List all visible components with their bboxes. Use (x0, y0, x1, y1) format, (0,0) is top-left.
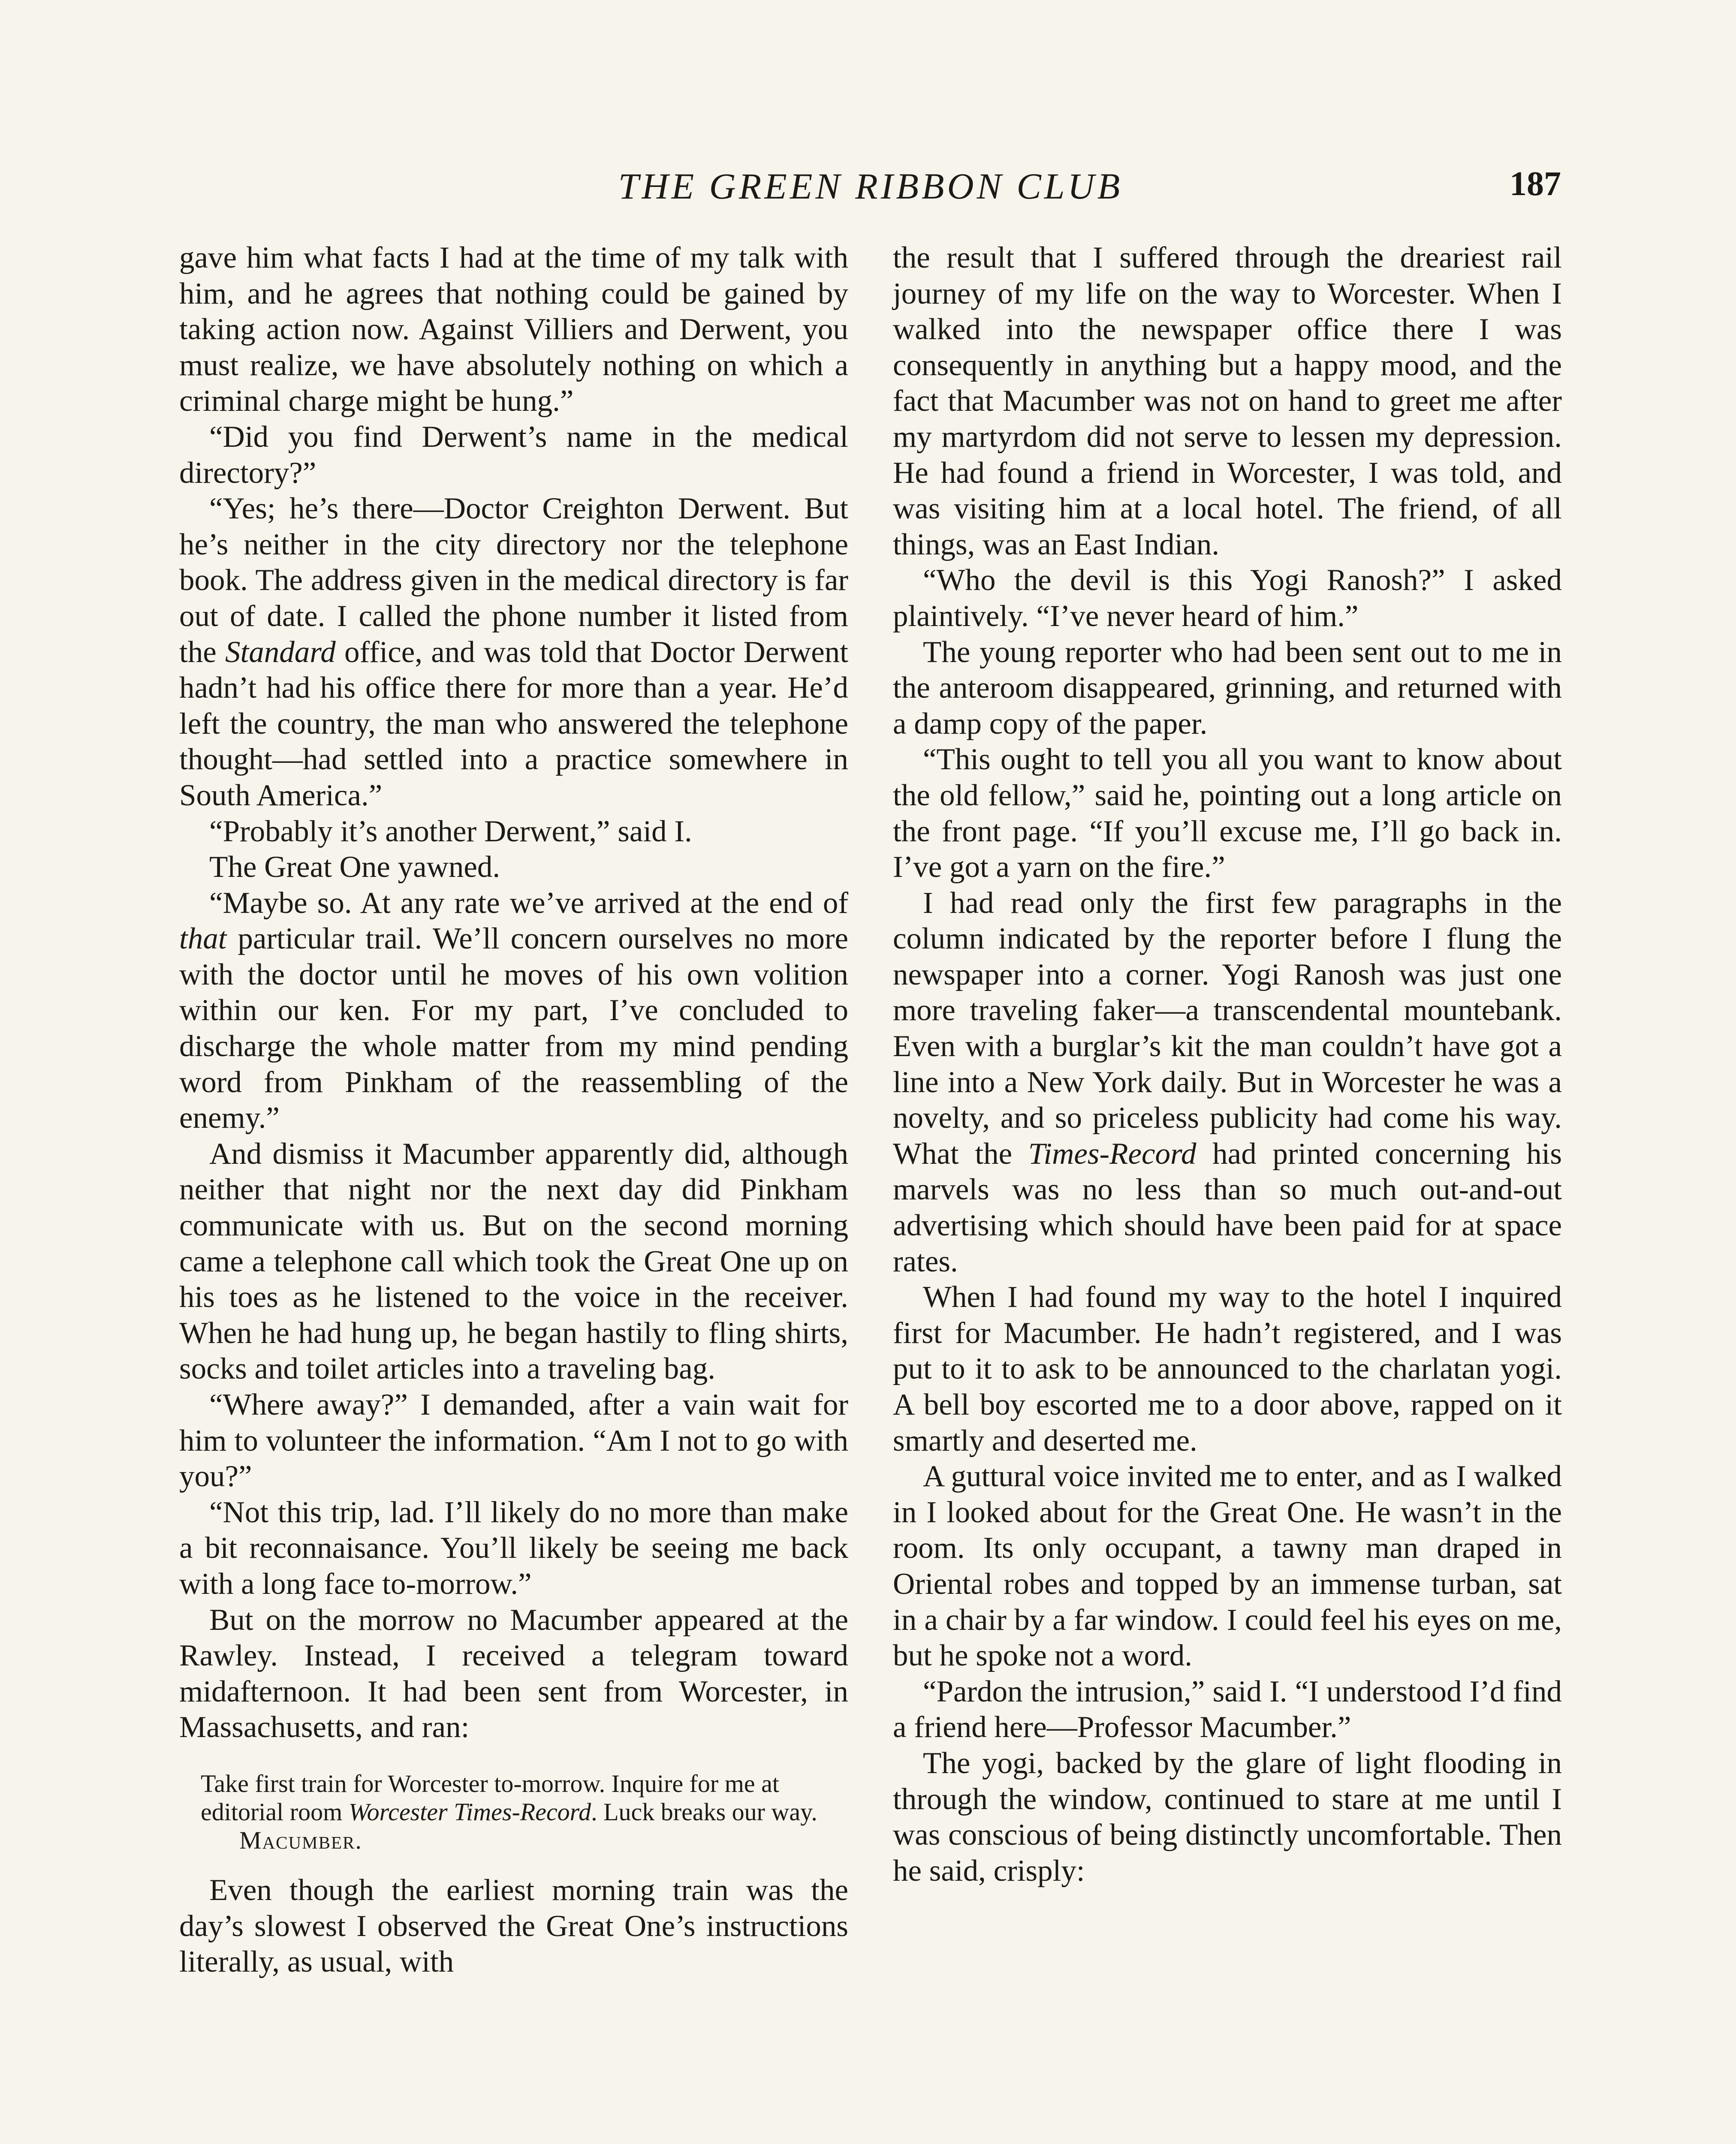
text-run: Take first train for Worcester to-morrow. Inquire for me at editorial room (201, 1769, 779, 1826)
paragraph: “Did you find Derwent’s name in the medical directory?” (179, 420, 848, 490)
paragraph: The young reporter who had been sent out to me in the anteroom disappeared, grinning, and returned with a damp copy of the paper. (893, 635, 1562, 741)
paragraph: “Where away?” I demanded, after a vain wait for him to volunteer the information. “Am I not to go with you?” (179, 1388, 848, 1494)
italic-text: Worcester Times-Record (348, 1798, 591, 1826)
running-title: THE GREEN RIBBON CLUB (618, 166, 1123, 207)
paragraph: When I had found my way to the hotel I inquired first for Macumber. He hadn’t registered, and I was put to it to ask to be announced to the charlatan yogi. A bell boy escorted me to a door above, rapped on it smartly and deserted me. (893, 1280, 1562, 1457)
paragraph: A guttural voice invited me to enter, and as I walked in I looked about for the Great One. He wasn’t in the room. Its only occupant, a tawny man draped in Oriental robes and topped by an immense turban, sat in a chair by a far window. I could feel his eyes on me, but he spoke not a word. (893, 1460, 1562, 1673)
paragraph: And dismiss it Macumber apparently did, although neither that night nor the next day did Pinkham communicate with us. But on the second morning came a telephone call which took the Great One up on his toes as he listened to the voice in the receiver. When he had hung up, he began hastily to fling shirts, socks and toilet articles into a traveling bag. (179, 1137, 848, 1386)
paragraph: The yogi, backed by the glare of light flooding in through the window, continued to stare at me until I was conscious of being distinctly uncomfortable. Then he said, crisply: (893, 1746, 1562, 1888)
text-run: had printed concerning his marvels was no less than so much out-and-out advertising which should have been paid for at space rates. (893, 1137, 1562, 1278)
text-run: I had read only the first few paragraphs in the column indicated by the reporter before I flung the newspaper into a corner. Yogi Ranosh was just one more traveling faker—a transcendental mountebank. Even with a burglar’s kit the man couldn’t have got a line into a New York daily. But in Worcester he was a novelty, and so priceless publicity had come his way. What the (893, 886, 1562, 1171)
paragraph: “This ought to tell you all you want to know about the old fellow,” said he, pointing out a long article on the front page. “If you’ll excuse me, I’ll go back in. I’ve got a yarn on the fire.” (893, 743, 1562, 884)
right-column (893, 240, 1562, 1889)
paragraph: But on the morrow no Macumber appeared at the Rawley. Instead, I received a telegram toward midafternoon. It had been sent from Worcester, in Massachusetts, and ran: (179, 1603, 848, 1744)
paragraph: “Pardon the intrusion,” said I. “I understood I’d find a friend here—Professor Macumber.” (893, 1674, 1562, 1744)
paragraph: Even though the earliest morning train was the day’s slowest I observed the Great One’s instructions literally, as usual, with (179, 1873, 848, 1979)
text-run: . Luck breaks our way. (591, 1798, 817, 1826)
paragraph (179, 885, 848, 1136)
paragraph (893, 885, 1562, 1280)
paragraph: the result that I suffered through the dreariest rail journey of my life on the way to Worcester. When I walked into the newspaper office there I was consequently in anything but a happy mood, and the fact that Macumber was not on hand to greet me after my martyrdom did not serve to lessen my depression. He had found a friend in Worcester, I was told, and was visiting him at a local hotel. The friend, of all things, was an East Indian. (893, 241, 1562, 561)
page-number: 187 (1510, 165, 1561, 203)
telegram-block (201, 1770, 848, 1855)
left-column (179, 240, 848, 1980)
text-run: particular trail. We’ll concern ourselves no more with the doctor until he moves of his own volition within our ken. For my part, I’ve concluded to discharge the whole matter from my mind pending word from Pinkham of the reassembling of the enemy.” (179, 922, 848, 1135)
text-run: “Maybe so. At any rate we’ve arrived at the end of (209, 886, 848, 920)
paragraph: “Not this trip, lad. I’ll likely do no more than make a bit reconnaisance. You’ll likely be seeing me back with a long face to-morrow.” (179, 1495, 848, 1601)
telegram-signature: Macumber. (239, 1826, 362, 1854)
paragraph: “Probably it’s another Derwent,” said I. (209, 814, 692, 848)
paragraph: gave him what facts I had at the time of my talk with him, and he agrees that nothing could be gained by taking action now. Against Villiers and Derwent, you must realize, we have absolutely nothing on which a criminal charge might be hung.” (179, 241, 848, 418)
paragraph (179, 491, 848, 813)
paragraph: “Who the devil is this Yogi Ranosh?” I asked plaintively. “I’ve never heard of him.” (893, 563, 1562, 633)
text-run: “Yes; he’s there—Doctor Creighton Derwent. But he’s neither in the city directory nor the telephone book. The address given in the medical directory is far out of date. I called the phone number it listed from the (179, 492, 848, 669)
running-head (180, 162, 1561, 209)
paragraph: The Great One yawned. (209, 850, 500, 884)
text-run: office, and was told that Doctor Derwent hadn’t had his office there for more than a year. He’d left the country, the man who answered the telephone thought—had settled into a practice somewhere in South America.” (179, 635, 848, 812)
italic-text: Times-Record (1028, 1137, 1197, 1171)
italic-text: that (179, 922, 227, 956)
italic-text: Standard (225, 635, 336, 669)
